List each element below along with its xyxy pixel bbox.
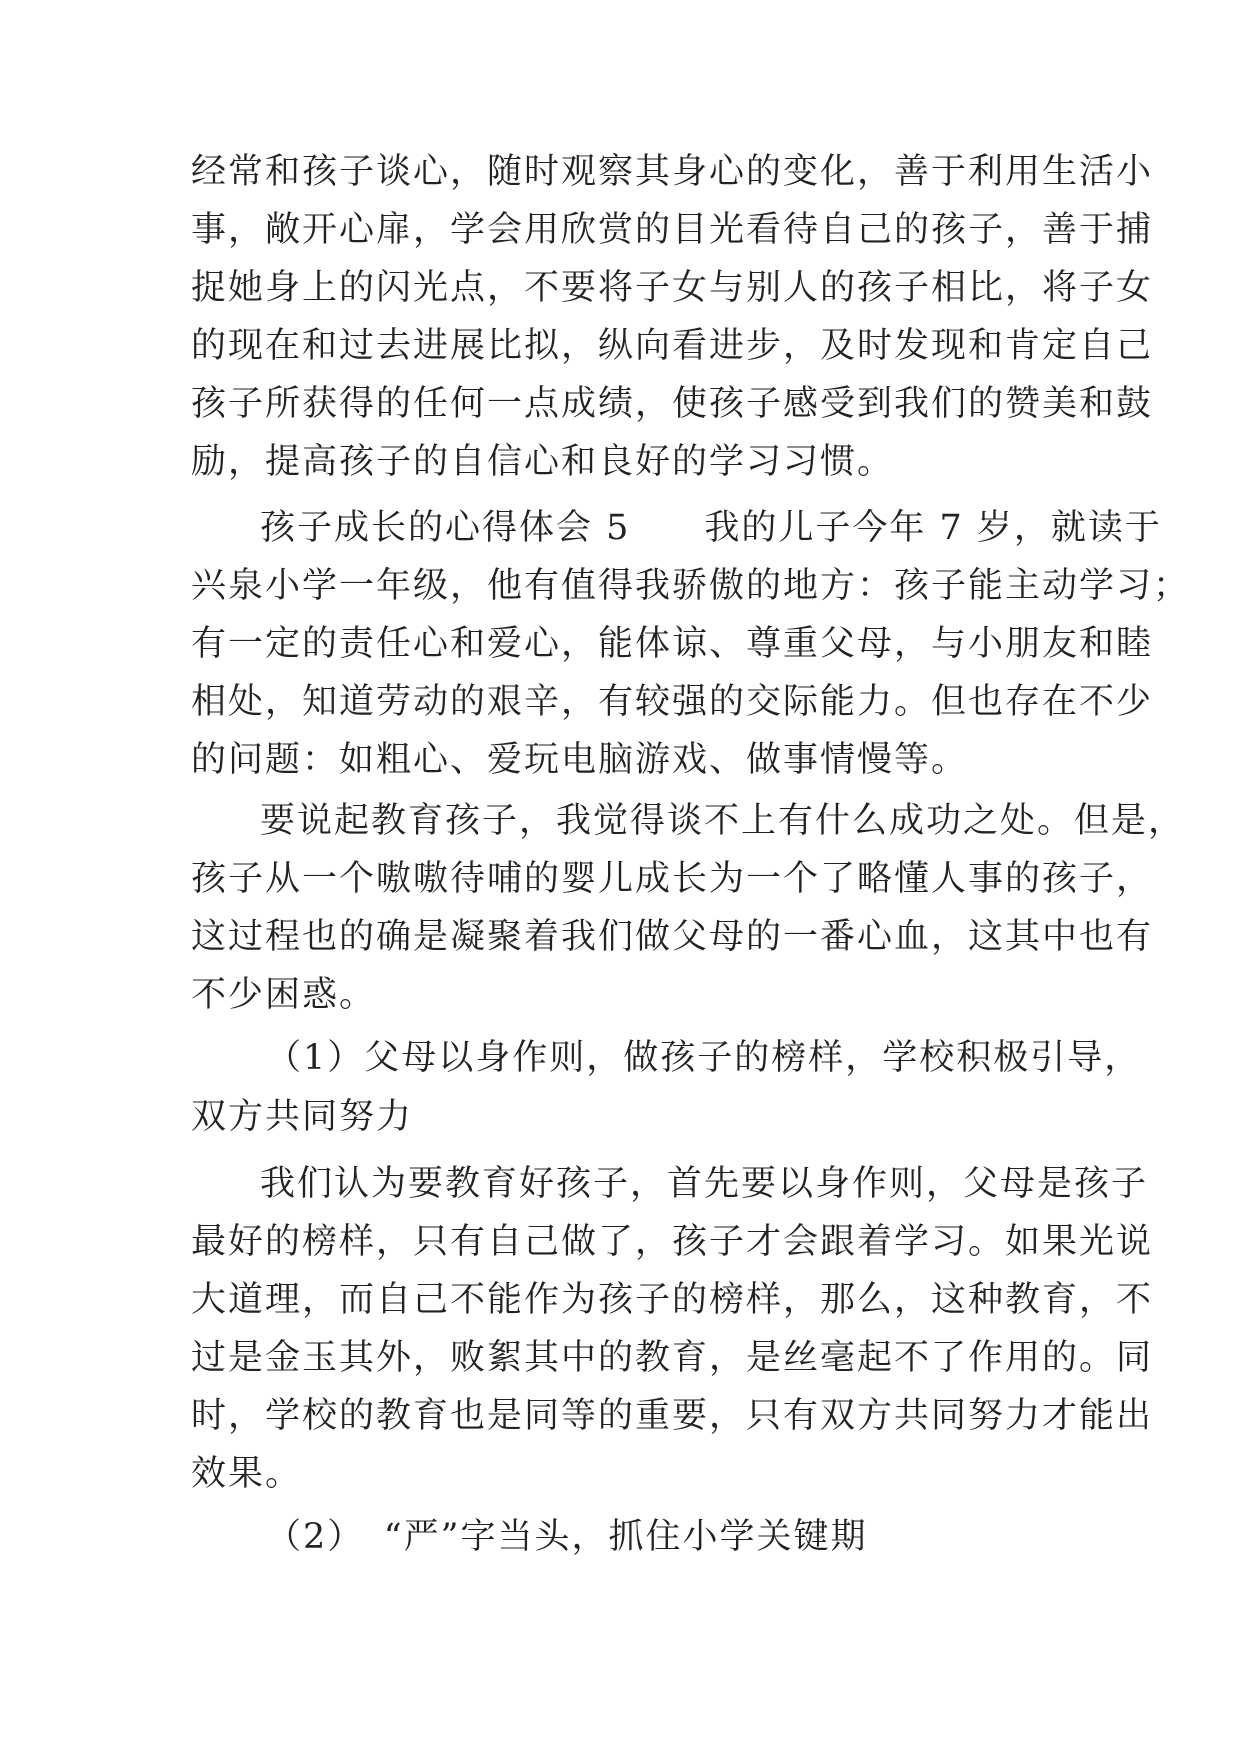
subheading: （2） “严”字当头，抓住小学关键期 <box>266 1517 868 1557</box>
paragraph-line: 的问题：如粗心、爱玩电脑游戏、做事情慢等。 <box>191 740 969 780</box>
paragraph-line: 事，敞开心扉，学会用欣赏的目光看待自己的孩子，善于捕 <box>191 210 1154 250</box>
paragraph-line: 经常和孩子谈心，随时观察其身心的变化，善于利用生活小 <box>191 152 1154 192</box>
paragraph-line: 捉她身上的闪光点，不要将子女与别人的孩子相比，将子女 <box>191 268 1154 308</box>
paragraph-line: 孩子所获得的任何一点成绩，使孩子感受到我们的赞美和鼓 <box>191 384 1154 424</box>
paragraph-line: 不少困惑。 <box>191 975 377 1015</box>
subheading: （1）父母以身作则，做孩子的榜样，学校积极引导， <box>266 1038 1142 1078</box>
paragraph-line: 大道理，而自己不能作为孩子的榜样，那么，这种教育，不 <box>191 1280 1154 1320</box>
paragraph-line: 兴泉小学一年级，他有值得我骄傲的地方：孩子能主动学习； <box>191 566 1191 606</box>
paragraph-line: 孩子从一个嗷嗷待哺的婴儿成长为一个了略懂人事的孩子， <box>191 859 1154 899</box>
subheading-continuation: 双方共同努力 <box>191 1097 414 1137</box>
paragraph-line: 这过程也的确是凝聚着我们做父母的一番心血，这其中也有 <box>191 917 1154 957</box>
paragraph-line: 时，学校的教育也是同等的重要，只有双方共同努力才能出 <box>191 1396 1154 1436</box>
paragraph-line: 的现在和过去进展比拟，纵向看进步，及时发现和肯定自己 <box>191 326 1154 366</box>
section-heading: 孩子成长的心得体会 5 我的儿子今年 7 岁，就读于 <box>260 508 1162 548</box>
paragraph-line: 我们认为要教育好孩子，首先要以身作则，父母是孩子 <box>260 1164 1149 1204</box>
paragraph-line: 过是金玉其外，败絮其中的教育，是丝毫起不了作用的。同 <box>191 1338 1154 1378</box>
paragraph-line: 有一定的责任心和爱心，能体谅、尊重父母，与小朋友和睦 <box>191 624 1154 664</box>
paragraph-line: 相处，知道劳动的艰辛，有较强的交际能力。但也存在不少 <box>191 682 1154 722</box>
paragraph-line: 效果。 <box>191 1454 303 1494</box>
paragraph-line: 励，提高孩子的自信心和良好的学习习惯。 <box>191 442 895 482</box>
paragraph-line: 最好的榜样，只有自己做了，孩子才会跟着学习。如果光说 <box>191 1222 1154 1262</box>
paragraph-line: 要说起教育孩子，我觉得谈不上有什么成功之处。但是， <box>260 801 1186 841</box>
